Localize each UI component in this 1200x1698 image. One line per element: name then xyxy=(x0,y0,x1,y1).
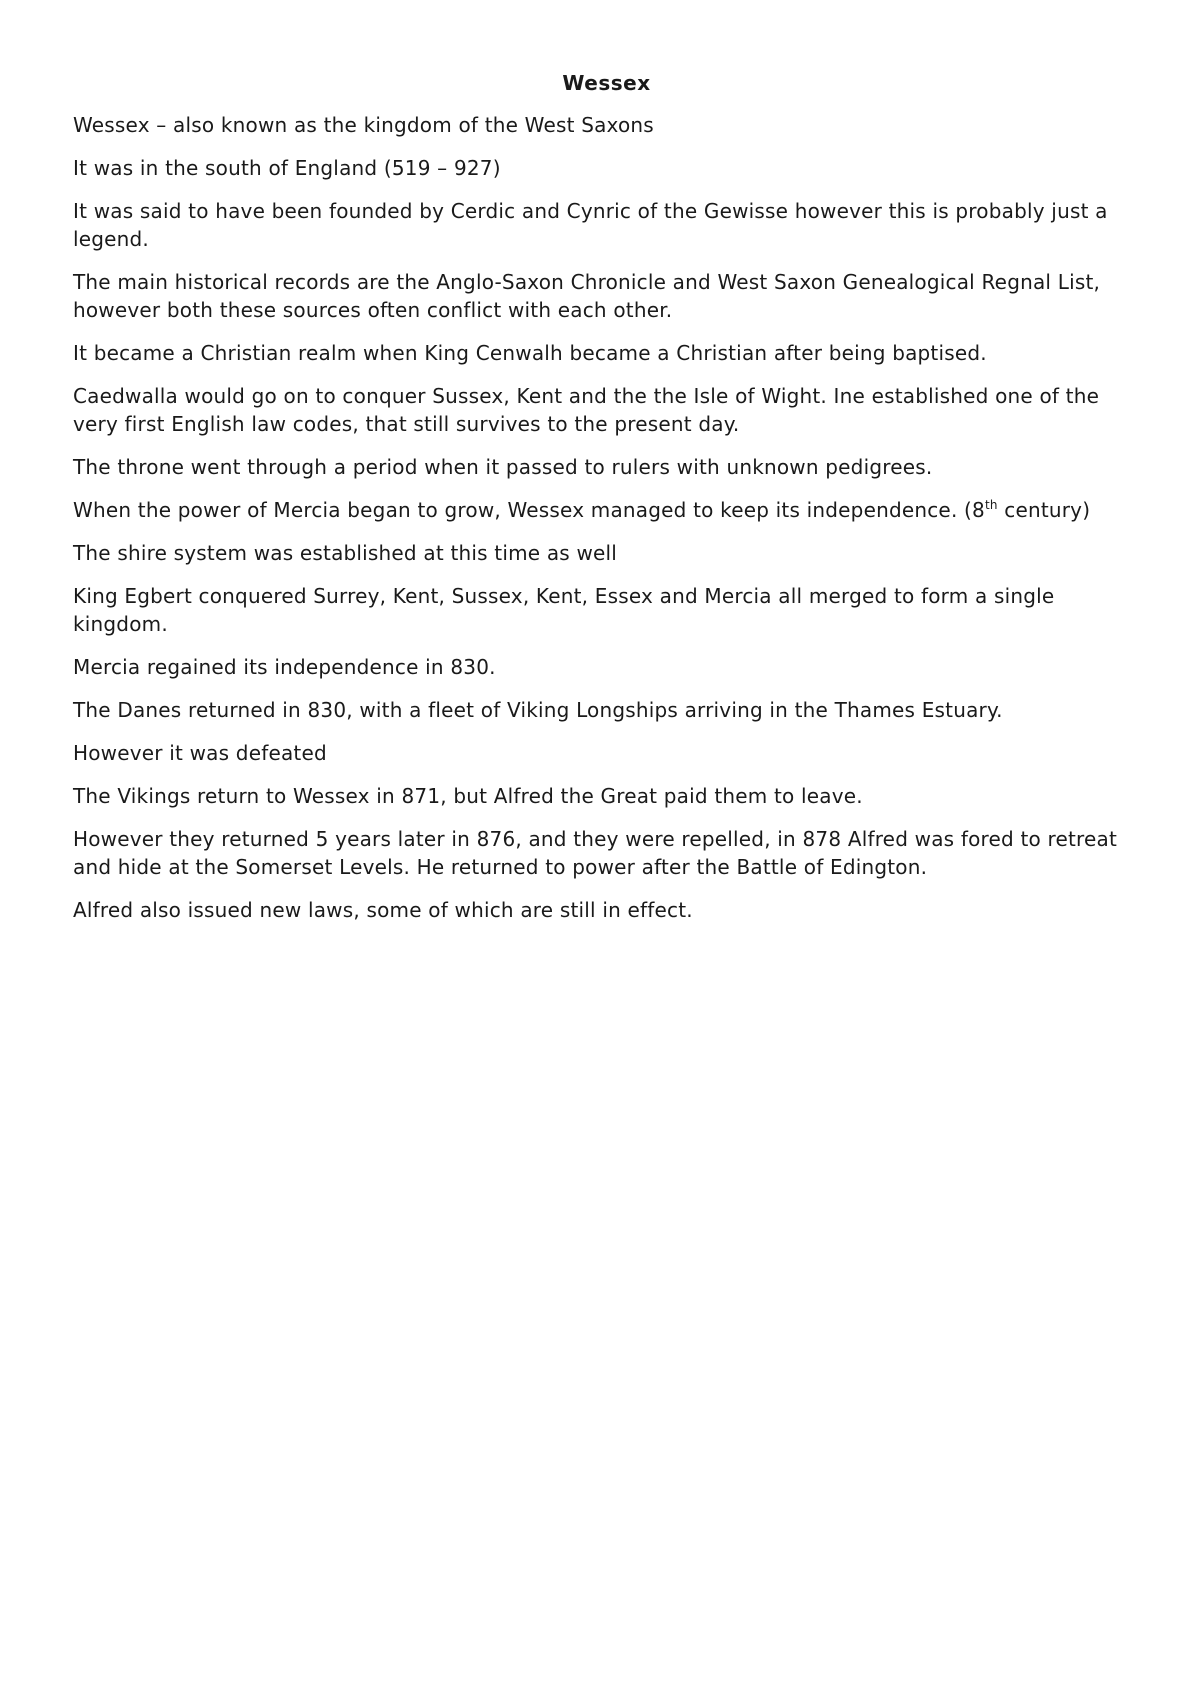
paragraph: King Egbert conquered Surrey, Kent, Sussex, Kent, Essex and Mercia all merged to form a single kingdom. xyxy=(73,584,1055,636)
page-title: Wessex xyxy=(562,71,651,95)
paragraph: It was in the south of England (519 – 927) xyxy=(73,156,501,180)
paragraph: However it was defeated xyxy=(73,741,327,765)
paragraph: Caedwalla would go on to conquer Sussex, Kent and the the Isle of Wight. Ine established one of the very first English law codes, that still survives to the present day. xyxy=(73,384,1100,436)
paragraph: It was said to have been founded by Cerdic and Cynric of the Gewisse however this is probably just a legend. xyxy=(73,199,1108,251)
paragraph: The throne went through a period when it passed to rulers with unknown pedigrees. xyxy=(73,455,933,479)
paragraph-mercia xyxy=(73,496,1143,524)
paragraph-text: century) xyxy=(997,498,1091,522)
paragraph: Alfred also issued new laws, some of which are still in effect. xyxy=(73,898,693,922)
paragraph: The main historical records are the Anglo-Saxon Chronicle and West Saxon Genealogical Regnal List, however both these sources often conflict with each other. xyxy=(73,270,1101,322)
paragraph-text: When the power of Mercia began to grow, Wessex managed to keep its independence. (8 xyxy=(73,498,985,522)
paragraph: The Vikings return to Wessex in 871, but Alfred the Great paid them to leave. xyxy=(73,784,863,808)
paragraph: Wessex – also known as the kingdom of the West Saxons xyxy=(73,113,654,137)
paragraph: The Danes returned in 830, with a fleet of Viking Longships arriving in the Thames Estuary. xyxy=(73,698,1003,722)
paragraph: However they returned 5 years later in 876, and they were repelled, in 878 Alfred was fored to retreat and hide at the Somerset Levels. He returned to power after the Battle of Edington. xyxy=(73,827,1118,879)
paragraph: The shire system was established at this time as well xyxy=(73,541,618,565)
paragraph: Mercia regained its independence in 830. xyxy=(73,655,496,679)
ordinal-superscript: th xyxy=(984,498,998,512)
paragraph: It became a Christian realm when King Cenwalh became a Christian after being baptised. xyxy=(73,341,987,365)
